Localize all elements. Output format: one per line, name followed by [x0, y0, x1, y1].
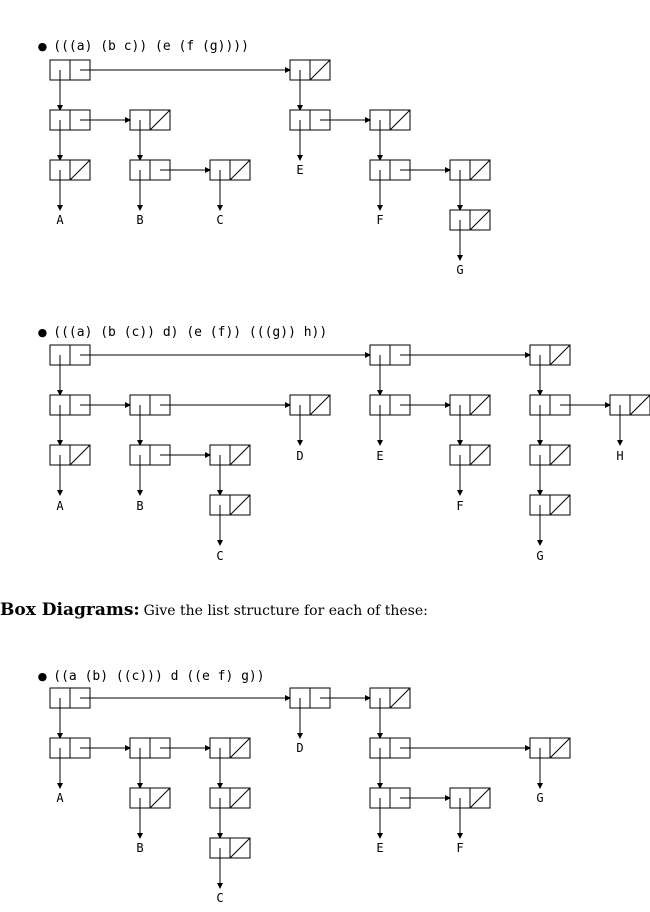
expression-2-text: (((a) (b (c)) d) (e (f)) (((g)) h))	[53, 325, 328, 340]
atom-label: C	[216, 891, 224, 905]
atom-label: F	[456, 841, 464, 855]
atom-label: H	[616, 449, 624, 463]
expression-3-text: ((a (b) ((c))) d ((e f) g))	[53, 669, 265, 684]
bullet-icon: ●	[37, 326, 48, 339]
atom-label: G	[456, 263, 464, 277]
cons-cell	[370, 688, 410, 708]
cons-cell	[210, 788, 250, 808]
atom-label: A	[56, 499, 64, 513]
section-title: Box Diagrams:	[0, 600, 140, 620]
atom-label: E	[296, 163, 304, 177]
atom-label: A	[56, 791, 64, 805]
expression-1-text: (((a) (b c)) (e (f (g))))	[53, 39, 249, 54]
atom-label: D	[296, 741, 304, 755]
atom-label: G	[536, 549, 544, 563]
atom-label: B	[136, 841, 144, 855]
atom-label: F	[376, 213, 384, 227]
atom-label: E	[376, 841, 384, 855]
section-instruction: Give the list structure for each of these:	[143, 603, 428, 619]
atom-label: B	[136, 213, 144, 227]
cons-cell	[210, 738, 250, 758]
atom-label: B	[136, 499, 144, 513]
cons-cell	[130, 788, 170, 808]
bullet-icon: ●	[37, 40, 48, 53]
atom-label: F	[456, 499, 464, 513]
atom-label: E	[376, 449, 384, 463]
atom-label: G	[536, 791, 544, 805]
bullet-icon: ●	[37, 670, 48, 683]
cons-cell	[210, 838, 250, 858]
cons-cell	[530, 738, 570, 758]
atom-label: C	[216, 549, 224, 563]
atom-label: D	[296, 449, 304, 463]
atom-label: C	[216, 213, 224, 227]
atom-label: A	[56, 213, 64, 227]
cons-cell	[450, 788, 490, 808]
